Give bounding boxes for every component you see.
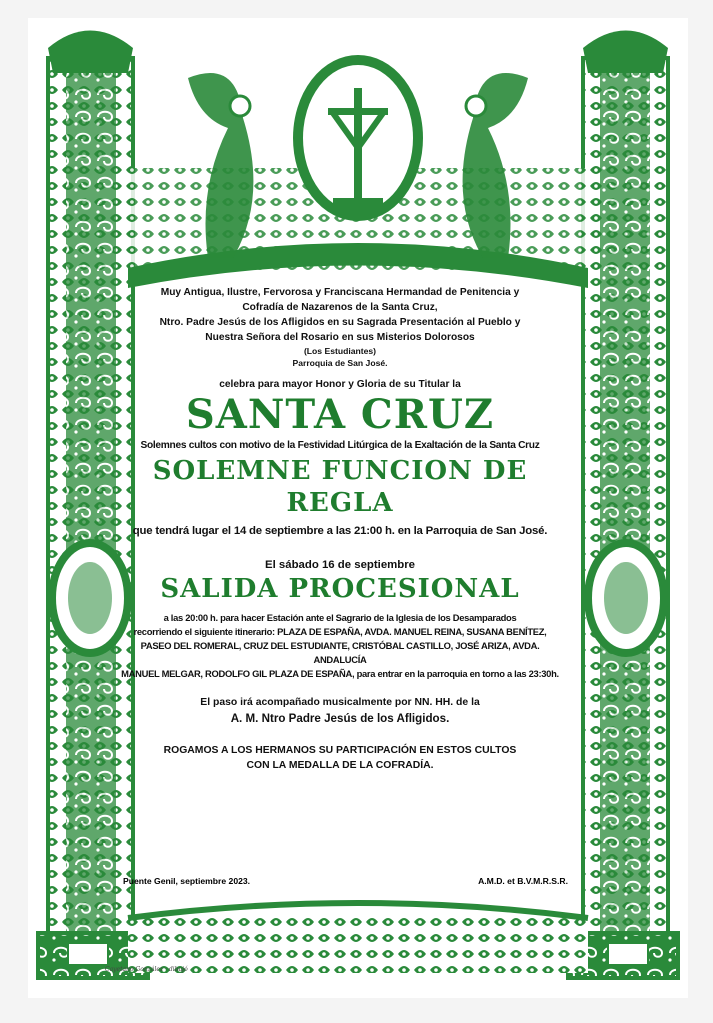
rogamos-line: ROGAMOS A LOS HERMANOS SU PARTICIPACIÓN EN ESTOS CULTOS (163, 745, 517, 756)
brotherhood-line: Cofradía de Nazarenos de la Santa Cruz, (242, 302, 438, 313)
place-date: Puente Genil, septiembre 2023. (123, 876, 251, 886)
rogamos-text (120, 743, 560, 773)
bottom-band-ornament (128, 903, 588, 973)
cultos-line: Solemnes cultos con motivo de la Festividad Litúrgica de la Exaltación de la Santa Cruz (140, 440, 540, 451)
motto: A.M.D. et B.V.M.R.S.R. (478, 876, 568, 886)
brotherhood-line: Nuestra Señora del Rosario en sus Misterios Dolorosos (205, 332, 475, 343)
route-line: a las 20:00 h. para hacer Estación ante el Sagrario de la Iglesia de los Desamparados (163, 612, 517, 623)
funcion-detail: que tendrá lugar el 14 de septiembre a las 21:00 h. en la Parroquia de San José. (132, 525, 548, 537)
funcion-title: SOLEMNE FUNCION DE REGLA (152, 456, 528, 518)
brotherhood-line: Ntro. Padre Jesús de los Afligidos en su Sagrada Presentación al Pueblo y (159, 317, 521, 328)
band-line: El paso irá acompañado musicalmente por NN. HH. de la (200, 697, 480, 708)
titular-title: SANTA CRUZ (185, 391, 495, 438)
salida-title: SALIDA PROCESIONAL (160, 574, 520, 604)
salida-date: El sábado 16 de septiembre (264, 559, 416, 571)
route-line: PASEO DEL ROMERAL, CRUZ DEL ESTUDIANTE, CRISTÓBAL CASTILLO, JOSÉ ARIZA, AVDA. ANDALUCÍA (140, 640, 540, 665)
route-line: MANUEL MELGAR, RODOLFO GIL PLAZA DE ESPAÑA, para entrar en la parroquia en torno a las 23:30h. (121, 668, 559, 679)
route-text (120, 611, 560, 681)
parish-name: Parroquia de San José. (292, 358, 388, 368)
rogamos-line: CON LA MEDALLA DE LA COFRADÍA. (246, 760, 434, 771)
poster-text (120, 285, 560, 773)
band-name: A. M. Ntro Padre Jesús de los Afligidos. (230, 712, 450, 725)
route-line: recorriendo el siguiente itinerario: PLAZA DE ESPAÑA, AVDA. MANUEL REINA, SUSANA BENÍTEZ, (133, 626, 547, 637)
intro-line: celebra para mayor Honor y Gloria de su Titular la (219, 379, 461, 390)
top-crest-ornament (128, 60, 588, 288)
brotherhood-nickname: (Los Estudiantes) (303, 346, 377, 356)
artist-signature: Cayetano González · dibujó (105, 966, 188, 973)
brotherhood-heading (120, 285, 560, 369)
brotherhood-line: Muy Antigua, Ilustre, Fervorosa y Franciscana Hermandad de Penitencia y (160, 287, 520, 298)
